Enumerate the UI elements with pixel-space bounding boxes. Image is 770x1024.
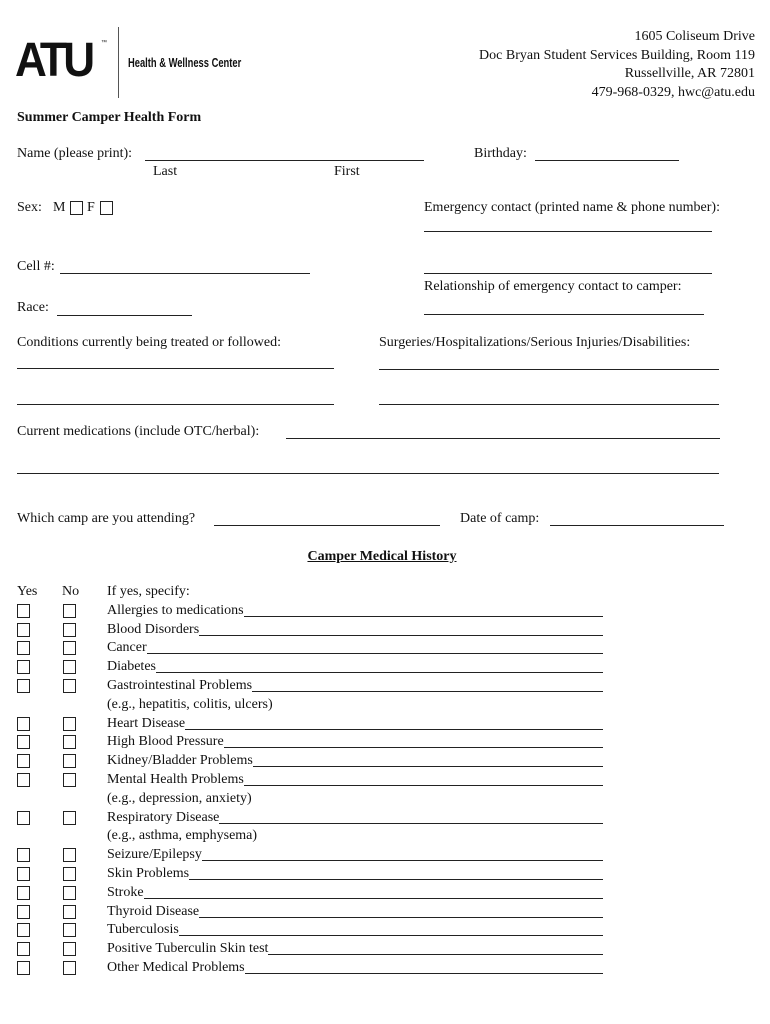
address-line-2: Doc Bryan Student Services Building, Room 119 bbox=[479, 47, 755, 63]
no-checkbox[interactable] bbox=[63, 623, 76, 637]
no-checkbox[interactable] bbox=[63, 604, 76, 618]
no-checkbox[interactable] bbox=[63, 641, 76, 655]
specify-column-header: If yes, specify: bbox=[107, 584, 190, 599]
no-checkbox[interactable] bbox=[63, 961, 76, 975]
logo-trademark: ™ bbox=[101, 40, 107, 46]
history-condition-row bbox=[0, 865, 620, 884]
no-checkbox[interactable] bbox=[63, 811, 76, 825]
yes-checkbox[interactable] bbox=[17, 641, 30, 655]
no-checkbox[interactable] bbox=[63, 867, 76, 881]
condition-specify-group bbox=[107, 921, 603, 940]
condition-specify-field[interactable] bbox=[268, 940, 603, 955]
emergency-contact-field-1[interactable] bbox=[424, 217, 712, 232]
name-first-sublabel: First bbox=[334, 164, 360, 179]
address-block bbox=[479, 28, 755, 103]
medications-field-1[interactable] bbox=[286, 424, 720, 439]
condition-specify-group bbox=[107, 658, 603, 677]
no-checkbox[interactable] bbox=[63, 679, 76, 693]
yes-checkbox[interactable] bbox=[17, 717, 30, 731]
history-condition-row bbox=[0, 677, 620, 696]
condition-specify-group bbox=[107, 865, 603, 884]
condition-specify-group bbox=[107, 621, 603, 640]
condition-specify-field[interactable] bbox=[202, 846, 603, 861]
race-label: Race: bbox=[17, 300, 49, 315]
birthday-field[interactable] bbox=[535, 146, 679, 161]
condition-specify-field[interactable] bbox=[219, 809, 603, 824]
history-condition-row bbox=[0, 658, 620, 677]
history-condition-row bbox=[0, 602, 620, 621]
address-line-3: Russellville, AR 72801 bbox=[624, 66, 755, 82]
no-checkbox[interactable] bbox=[63, 942, 76, 956]
condition-label: Thyroid Disease bbox=[107, 903, 200, 919]
condition-specify-group bbox=[107, 809, 603, 828]
condition-specify-group bbox=[107, 903, 603, 922]
history-condition-row bbox=[0, 959, 620, 978]
condition-specify-group bbox=[107, 715, 603, 734]
conditions-field-2[interactable] bbox=[17, 390, 334, 405]
yes-checkbox[interactable] bbox=[17, 660, 30, 674]
sex-label: Sex: bbox=[17, 200, 42, 215]
history-example-row bbox=[0, 790, 620, 809]
condition-specify-group bbox=[107, 846, 603, 865]
yes-checkbox[interactable] bbox=[17, 848, 30, 862]
date-of-camp-field[interactable] bbox=[550, 511, 724, 526]
no-checkbox[interactable] bbox=[63, 660, 76, 674]
condition-label: Mental Health Problems bbox=[107, 771, 244, 787]
name-field[interactable] bbox=[145, 146, 424, 161]
condition-specify-field[interactable] bbox=[179, 921, 603, 936]
condition-label: Positive Tuberculin Skin test bbox=[107, 941, 269, 957]
condition-label: Diabetes bbox=[107, 659, 156, 675]
history-example-row bbox=[0, 827, 620, 846]
medical-history-header bbox=[0, 583, 620, 602]
yes-checkbox[interactable] bbox=[17, 867, 30, 881]
condition-specify-group bbox=[107, 752, 603, 771]
condition-label: Tuberculosis bbox=[107, 922, 179, 938]
condition-specify-field[interactable] bbox=[224, 733, 603, 748]
history-example-note: (e.g., hepatitis, colitis, ulcers) bbox=[107, 696, 273, 712]
yes-checkbox[interactable] bbox=[17, 811, 30, 825]
medical-history-title: Camper Medical History bbox=[307, 549, 457, 564]
surgeries-field-2[interactable] bbox=[379, 390, 719, 405]
emergency-contact-label: Emergency contact (printed name & phone number): bbox=[424, 200, 720, 215]
condition-label: Other Medical Problems bbox=[107, 959, 245, 975]
condition-specify-field[interactable] bbox=[253, 752, 603, 767]
history-condition-row bbox=[0, 940, 620, 959]
yes-checkbox[interactable] bbox=[17, 604, 30, 618]
condition-specify-group bbox=[107, 602, 603, 621]
form-title: Summer Camper Health Form bbox=[17, 110, 202, 125]
condition-specify-group bbox=[107, 959, 603, 978]
condition-specify-group bbox=[107, 733, 603, 752]
address-line-4: 479-968-0329, hwc@atu.edu bbox=[591, 85, 755, 101]
surgeries-field-1[interactable] bbox=[379, 355, 719, 370]
name-label: Name (please print): bbox=[17, 146, 133, 161]
condition-label: Gastrointestinal Problems bbox=[107, 677, 253, 693]
condition-specify-field[interactable] bbox=[245, 959, 603, 974]
no-checkbox[interactable] bbox=[63, 905, 76, 919]
surgeries-label: Surgeries/Hospitalizations/Serious Injuries/Disabilities: bbox=[379, 335, 691, 350]
condition-specify-group bbox=[107, 884, 603, 903]
yes-checkbox[interactable] bbox=[17, 942, 30, 956]
address-line-1: 1605 Coliseum Drive bbox=[634, 29, 755, 44]
condition-label: High Blood Pressure bbox=[107, 734, 224, 750]
yes-checkbox[interactable] bbox=[17, 923, 30, 937]
yes-checkbox[interactable] bbox=[17, 735, 30, 749]
condition-label: Respiratory Disease bbox=[107, 809, 220, 825]
sex-m-label: M bbox=[53, 200, 66, 215]
yes-checkbox[interactable] bbox=[17, 773, 30, 787]
condition-specify-field[interactable] bbox=[199, 621, 603, 636]
logo-divider bbox=[118, 27, 119, 98]
no-checkbox[interactable] bbox=[63, 735, 76, 749]
history-condition-row bbox=[0, 903, 620, 922]
medications-label: Current medications (include OTC/herbal): bbox=[17, 424, 260, 439]
condition-label: Stroke bbox=[107, 884, 144, 900]
condition-specify-field[interactable] bbox=[156, 658, 603, 673]
logo-wordmark: ATU bbox=[15, 34, 92, 87]
condition-label: Heart Disease bbox=[107, 715, 186, 731]
history-example-note: (e.g., asthma, emphysema) bbox=[107, 828, 258, 844]
condition-label: Cancer bbox=[107, 640, 147, 656]
history-condition-row bbox=[0, 621, 620, 640]
condition-specify-field[interactable] bbox=[189, 865, 603, 880]
yes-column-header: Yes bbox=[17, 584, 38, 599]
history-condition-row bbox=[0, 846, 620, 865]
yes-checkbox[interactable] bbox=[17, 886, 30, 900]
relationship-label: Relationship of emergency contact to camper: bbox=[424, 279, 682, 294]
sex-f-checkbox[interactable] bbox=[100, 201, 113, 215]
name-last-sublabel: Last bbox=[153, 164, 178, 179]
history-example-note: (e.g., depression, anxiety) bbox=[107, 790, 252, 806]
cell-label: Cell #: bbox=[17, 259, 55, 274]
no-checkbox[interactable] bbox=[63, 754, 76, 768]
no-column-header: No bbox=[62, 584, 80, 599]
history-condition-row bbox=[0, 715, 620, 734]
relationship-field[interactable] bbox=[424, 300, 704, 315]
condition-label: Kidney/Bladder Problems bbox=[107, 753, 253, 769]
condition-label: Allergies to medications bbox=[107, 602, 244, 618]
condition-specify-group bbox=[107, 639, 603, 658]
condition-label: Blood Disorders bbox=[107, 621, 200, 637]
history-condition-row bbox=[0, 639, 620, 658]
birthday-label: Birthday: bbox=[474, 146, 527, 161]
no-checkbox[interactable] bbox=[63, 717, 76, 731]
cell-field[interactable] bbox=[60, 259, 310, 274]
race-field[interactable] bbox=[57, 301, 192, 316]
history-condition-row bbox=[0, 921, 620, 940]
condition-specify-field[interactable] bbox=[244, 771, 603, 786]
emergency-contact-field-2[interactable] bbox=[424, 259, 712, 274]
condition-specify-field[interactable] bbox=[252, 677, 603, 692]
condition-specify-field[interactable] bbox=[199, 903, 603, 918]
medications-field-2[interactable] bbox=[17, 459, 719, 474]
condition-specify-group bbox=[107, 677, 603, 696]
condition-specify-group bbox=[107, 771, 603, 790]
yes-checkbox[interactable] bbox=[17, 754, 30, 768]
logo-center-name: Health & Wellness Center bbox=[128, 55, 242, 70]
date-of-camp-label: Date of camp: bbox=[460, 511, 540, 526]
condition-label: Seizure/Epilepsy bbox=[107, 847, 202, 863]
history-condition-row bbox=[0, 771, 620, 790]
history-condition-row bbox=[0, 809, 620, 828]
condition-specify-field[interactable] bbox=[147, 639, 603, 654]
condition-label: Skin Problems bbox=[107, 865, 190, 881]
conditions-field-1[interactable] bbox=[17, 354, 334, 369]
history-condition-row bbox=[0, 733, 620, 752]
conditions-label: Conditions currently being treated or followed: bbox=[17, 335, 281, 350]
yes-checkbox[interactable] bbox=[17, 905, 30, 919]
yes-checkbox[interactable] bbox=[17, 679, 30, 693]
yes-checkbox[interactable] bbox=[17, 623, 30, 637]
condition-specify-field[interactable] bbox=[144, 884, 603, 899]
condition-specify-field[interactable] bbox=[185, 715, 603, 730]
no-checkbox[interactable] bbox=[63, 923, 76, 937]
history-example-row bbox=[0, 696, 620, 715]
sex-f-label: F bbox=[87, 200, 95, 215]
yes-checkbox[interactable] bbox=[17, 961, 30, 975]
history-condition-row bbox=[0, 884, 620, 903]
no-checkbox[interactable] bbox=[63, 848, 76, 862]
medical-history-rows bbox=[0, 602, 620, 982]
sex-m-checkbox[interactable] bbox=[70, 201, 83, 215]
camp-field[interactable] bbox=[214, 511, 440, 526]
no-checkbox[interactable] bbox=[63, 773, 76, 787]
condition-specify-field[interactable] bbox=[244, 602, 603, 617]
history-condition-row bbox=[0, 752, 620, 771]
condition-specify-group bbox=[107, 940, 603, 959]
no-checkbox[interactable] bbox=[63, 886, 76, 900]
camp-label: Which camp are you attending? bbox=[17, 511, 196, 526]
